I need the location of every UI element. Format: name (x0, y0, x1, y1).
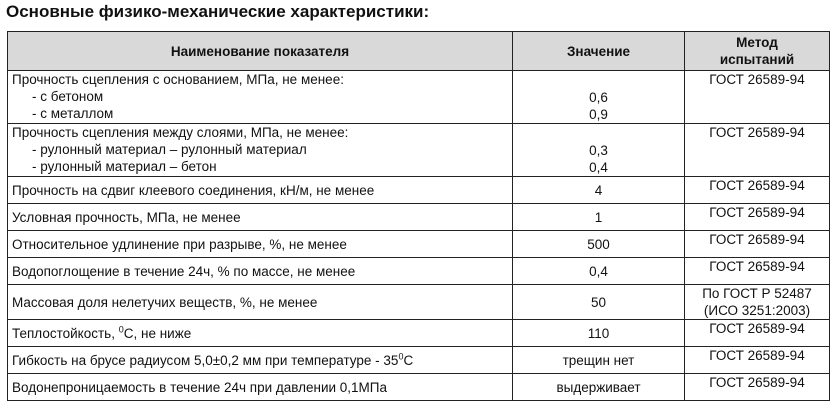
row-method: ГОСТ 26589-94 (685, 320, 830, 347)
row-name: Относительное удлинение при разрыве, %, не менее (8, 231, 513, 258)
header-name: Наименование показателя (8, 32, 513, 71)
header-method (685, 32, 830, 71)
table-row (8, 285, 830, 320)
row-sub-item: - с металлом (32, 106, 114, 121)
table-row (8, 231, 830, 258)
row-value-item: 0,4 (589, 160, 608, 175)
row-value: 0,4 (513, 258, 685, 285)
row-value-item: 0,3 (589, 143, 608, 158)
row-sub-item: - с бетоном (32, 89, 104, 104)
row-name-unit: С, не ниже (123, 325, 192, 341)
row-value (513, 71, 685, 124)
row-method: ГОСТ 26589-94 (685, 231, 830, 258)
table-row (8, 177, 830, 204)
row-name: Водонепроницаемость в течение 24ч при давлении 0,1МПа (8, 374, 513, 401)
row-value: 4 (513, 177, 685, 204)
row-name: Условная прочность, МПа, не менее (8, 204, 513, 231)
row-name-unit: С (403, 352, 414, 368)
table-row (8, 347, 830, 374)
row-value: 1 (513, 204, 685, 231)
row-value: трещин нет (513, 347, 685, 374)
page-title: Основные физико-механические характеристики: (6, 2, 430, 21)
header-value: Значение (513, 32, 685, 71)
row-method: ГОСТ 26589-94 (685, 204, 830, 231)
row-name-main: Прочность сцепления с основанием, МПа, не менее: (12, 72, 344, 87)
row-name (8, 347, 513, 374)
row-value (513, 124, 685, 177)
row-name-text: Гибкость на брусе радиусом 5,0±0,2 мм при температуре - 35 (12, 352, 399, 368)
table-row (8, 204, 830, 231)
table-row (8, 258, 830, 285)
row-name-main: Прочность сцепления между слоями, МПа, не менее: (12, 125, 349, 140)
table-row (8, 374, 830, 401)
row-name: Массовая доля нелетучих веществ, %, не менее (8, 285, 513, 320)
row-method: ГОСТ 26589-94 (685, 258, 830, 285)
row-name (8, 320, 513, 347)
row-method: ГОСТ 26589-94 (685, 374, 830, 401)
row-method: ГОСТ 26589-94 (685, 124, 830, 177)
row-value: 500 (513, 231, 685, 258)
row-value-item: 0,9 (589, 107, 608, 122)
row-method (685, 285, 830, 320)
row-name: Прочность на сдвиг клеевого соединения, кН/м, не менее (8, 177, 513, 204)
row-method: ГОСТ 26589-94 (685, 177, 830, 204)
row-name (8, 124, 513, 177)
row-method: ГОСТ 26589-94 (685, 347, 830, 374)
row-method: ГОСТ 26589-94 (685, 71, 830, 124)
table-row (8, 124, 830, 177)
row-name (8, 71, 513, 124)
degree-superscript: 0 (398, 351, 404, 361)
degree-superscript: 0 (118, 324, 124, 334)
row-sub-item: - рулонный материал – бетон (32, 159, 217, 174)
header-method-line1: Метод (736, 35, 778, 50)
row-value-item: 0,6 (589, 90, 608, 105)
characteristics-table (7, 31, 830, 401)
row-value: 110 (513, 320, 685, 347)
row-sub-item: - рулонный материал – рулонный материал (32, 142, 307, 157)
row-method-line1: По ГОСТ Р 52487 (702, 286, 812, 301)
table-row (8, 71, 830, 124)
row-value: выдерживает (513, 374, 685, 401)
row-method-line2: (ИСО 3251:2003) (703, 303, 811, 318)
row-value: 50 (513, 285, 685, 320)
header-method-line2: испытаний (719, 52, 795, 67)
table-header-row (8, 32, 830, 71)
table-row (8, 320, 830, 347)
row-name: Водопоглощение в течение 24ч, % по массе, не менее (8, 258, 513, 285)
row-name-text: Теплостойкость, (12, 325, 119, 341)
